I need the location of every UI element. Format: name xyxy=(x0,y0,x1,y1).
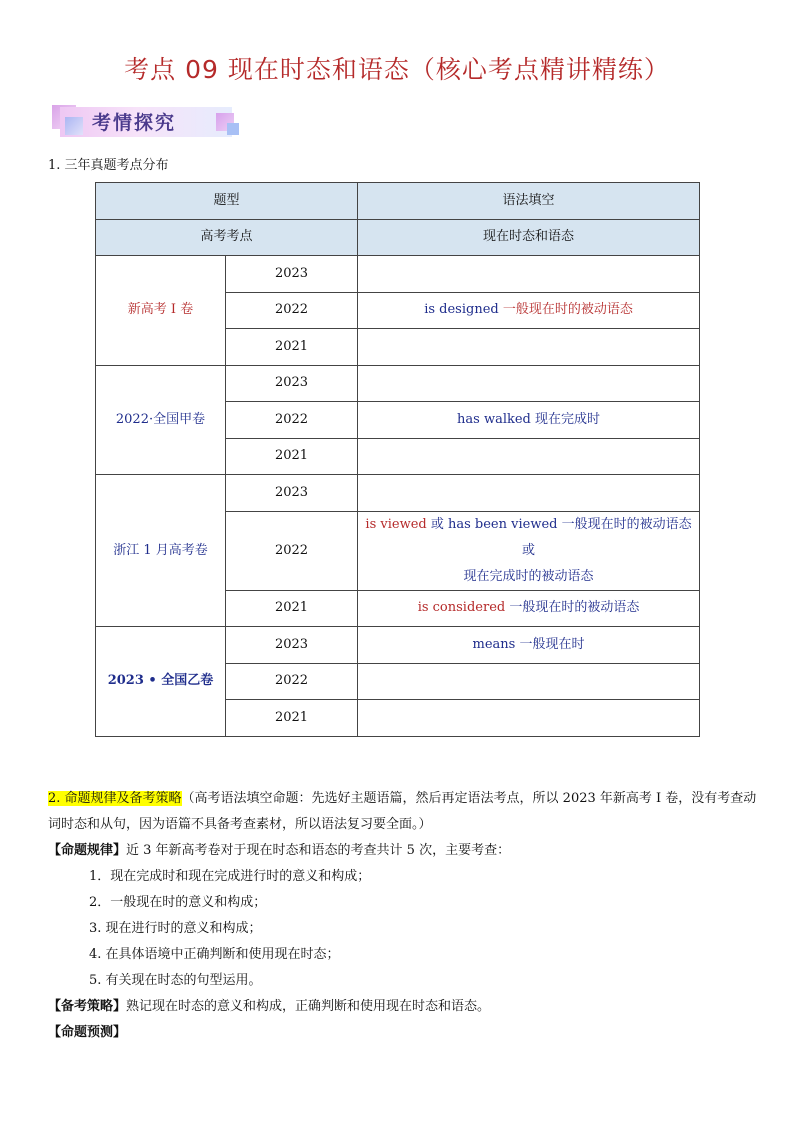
answer-cell xyxy=(358,438,700,475)
list-item: 1．现在完成时和现在完成进行时的意义和构成； xyxy=(89,869,371,884)
answer-cell xyxy=(358,700,700,737)
answer-chinese: 一般现在时的被动语态或 xyxy=(522,516,692,558)
forecast-paragraph xyxy=(48,1020,758,1046)
page-title: 考点 09 现在时态和语态（核心考点精讲精练） xyxy=(124,55,670,84)
answer-cell xyxy=(358,627,700,664)
answer-english: is viewed xyxy=(365,516,427,532)
answer-chinese: 一般现在时的被动语态 xyxy=(498,302,633,318)
table-header-cell: 语法填空 xyxy=(358,183,700,220)
banner-decoration xyxy=(227,123,239,135)
answer-english: has walked xyxy=(457,411,531,427)
table-row xyxy=(96,627,700,664)
strategy-label: 【备考策略】 xyxy=(48,999,127,1014)
answer-cell xyxy=(358,329,700,366)
year-cell: 2022 xyxy=(226,511,358,590)
answer-cell xyxy=(358,663,700,700)
list-item: 2．一般现在时的意义和构成； xyxy=(89,895,267,910)
exam-name-cell: 浙江 1 月高考卷 xyxy=(96,475,226,627)
banner-decoration xyxy=(65,117,83,135)
banner-label: 考情探究 xyxy=(92,112,177,134)
list-item: 5. 有关现在时态的句型运用。 xyxy=(89,973,262,988)
answer-cell xyxy=(358,256,700,293)
exam-name-cell: 新高考 I 卷 xyxy=(96,256,226,366)
answer-cell xyxy=(358,402,700,439)
section-intro: （高考语法填空命题：先选好主题语篇，然后再定语法考点，所以 2023 年新高考 I 卷，没有考查动词时态和从句，因为语篇不具备考查素材，所以语法复习要全面。） xyxy=(48,791,757,832)
exam-name-cell: 2022·全国甲卷 xyxy=(96,365,226,475)
year-cell: 2021 xyxy=(226,329,358,366)
answer-english: has been viewed xyxy=(447,516,558,532)
table-header-cell: 现在时态和语态 xyxy=(358,219,700,256)
answer-chinese: 一般现在时的被动语态 xyxy=(505,600,640,616)
section-paragraph xyxy=(48,786,758,838)
answer-chinese: 一般现在时 xyxy=(515,636,585,652)
answer-english: is considered xyxy=(417,600,506,616)
section-heading: 1. 三年真题考点分布 xyxy=(48,158,169,173)
rule-text: 近 3 年新高考卷对于现在时态和语态的考查共计 5 次，主要考查： xyxy=(126,843,511,858)
table-row xyxy=(96,365,700,402)
table-row xyxy=(96,256,700,293)
answer-cell xyxy=(358,590,700,627)
table-row xyxy=(96,475,700,512)
answer-english: means xyxy=(472,636,516,652)
rule-label: 【命题规律】 xyxy=(48,843,127,858)
answer-chinese: 现在完成时的被动语态 xyxy=(463,568,594,584)
answer-english: is designed xyxy=(424,302,499,318)
strategy-paragraph xyxy=(48,994,758,1020)
answer-chinese: 现在完成时 xyxy=(530,411,601,427)
exam-name-cell: 2023 • 全国乙卷 xyxy=(96,627,226,737)
year-cell: 2022 xyxy=(226,402,358,439)
year-cell: 2023 xyxy=(226,627,358,664)
answer-cell xyxy=(358,475,700,512)
strategy-text: 熟记现在时态的意义和构成，正确判断和使用现在时态和语态。 xyxy=(126,999,491,1014)
year-cell: 2023 xyxy=(226,256,358,293)
year-cell: 2021 xyxy=(226,438,358,475)
forecast-label: 【命题预测】 xyxy=(48,1025,127,1040)
year-cell: 2023 xyxy=(226,475,358,512)
year-cell: 2022 xyxy=(226,663,358,700)
year-cell: 2021 xyxy=(226,700,358,737)
answer-connector: 或 xyxy=(426,516,448,532)
table-header-cell: 题型 xyxy=(96,183,358,220)
list-item: 3. 现在进行时的意义和构成； xyxy=(89,921,262,936)
answer-cell xyxy=(358,292,700,329)
answer-cell xyxy=(358,511,700,590)
year-cell: 2022 xyxy=(226,292,358,329)
year-cell: 2023 xyxy=(226,365,358,402)
section-banner xyxy=(52,103,238,139)
section-heading: 2. 命题规律及备考策略 xyxy=(48,791,182,806)
year-cell: 2021 xyxy=(226,590,358,627)
exam-distribution-table xyxy=(95,182,700,737)
answer-cell xyxy=(358,365,700,402)
table-subheader-row xyxy=(96,219,700,256)
table-header-cell: 高考考点 xyxy=(96,219,358,256)
list-item: 4. 在具体语境中正确判断和使用现在时态； xyxy=(89,947,340,962)
rule-paragraph xyxy=(48,838,758,864)
table-header-row xyxy=(96,183,700,220)
strategy-section xyxy=(48,786,758,1046)
